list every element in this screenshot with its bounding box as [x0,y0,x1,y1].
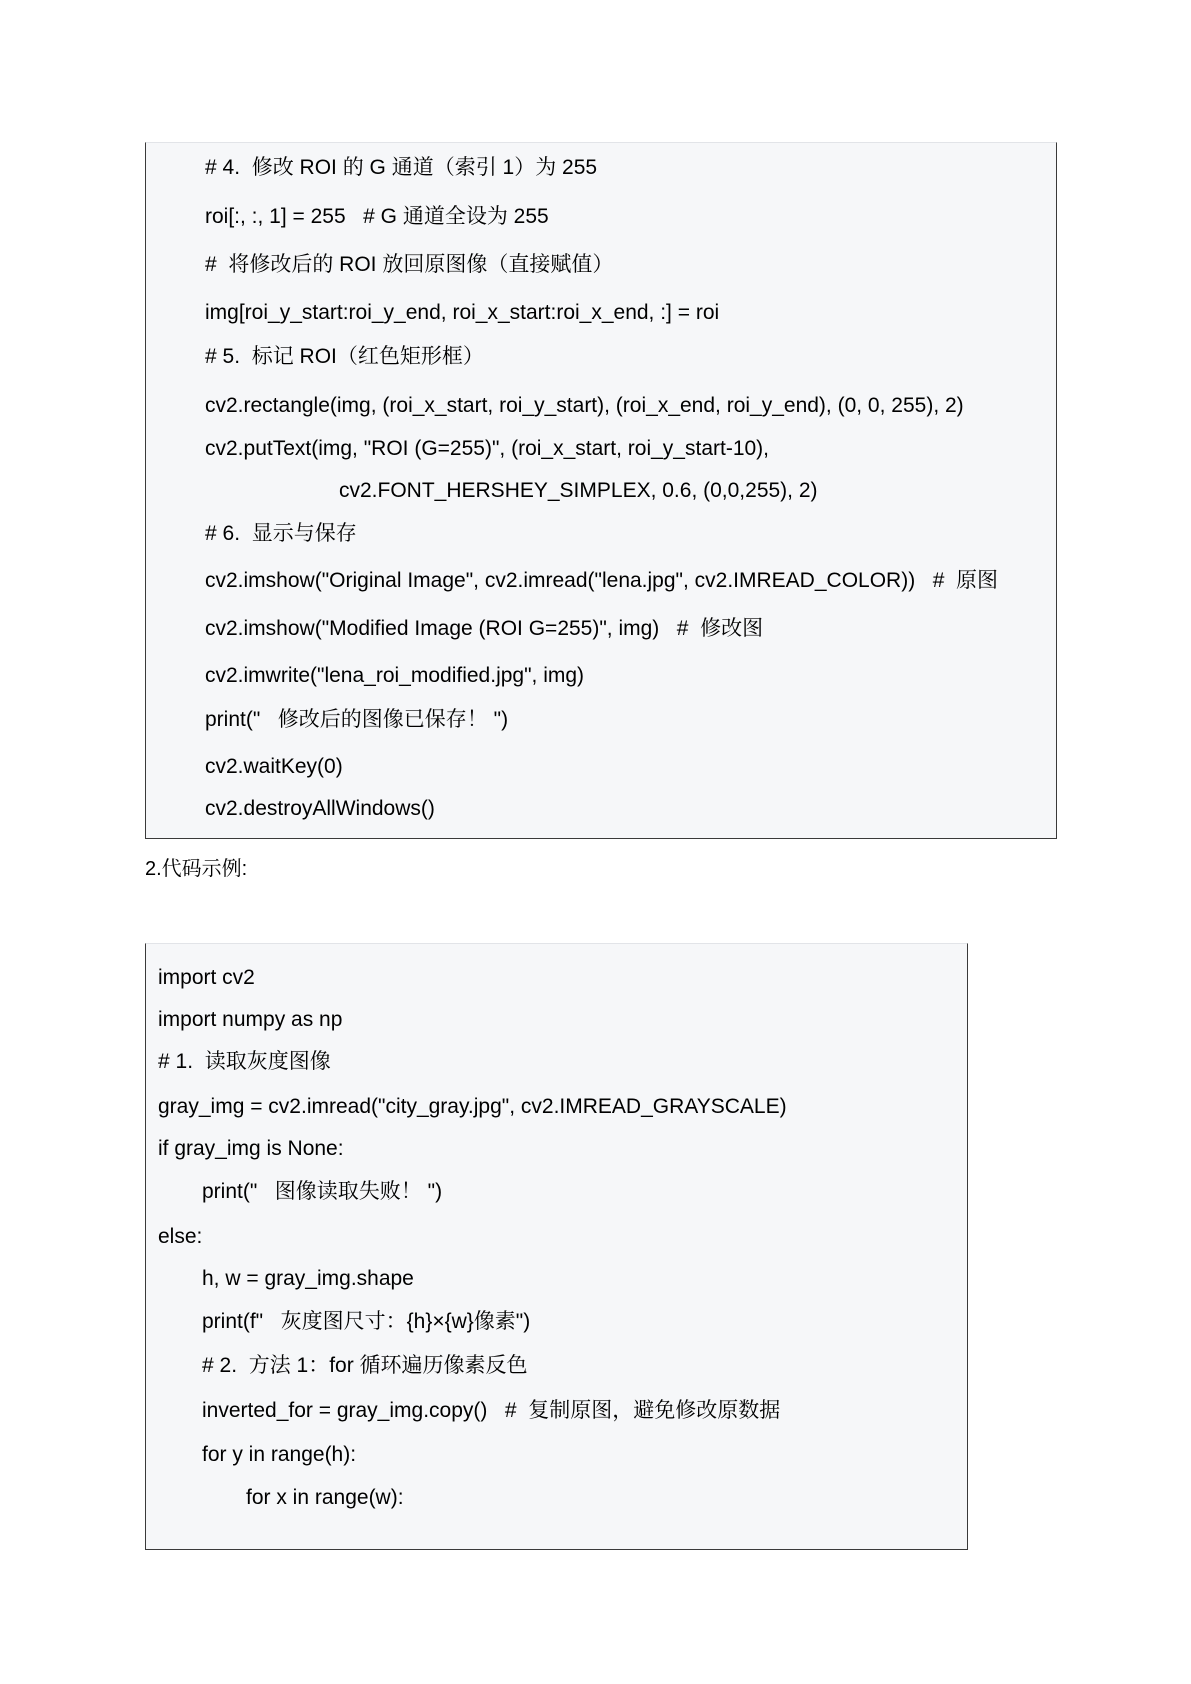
code-line: cv2.imwrite("lena_roi_modified.jpg", img) [205,664,585,687]
code-line: cv2.imshow("Modified Image (ROI G=255)", img) # 修改图 [205,617,764,640]
code-line: # 2. 方法 1：for 循环遍历像素反色 [202,1354,528,1377]
code-line: cv2.rectangle(img, (roi_x_start, roi_y_start), (roi_x_end, roi_y_end), (0, 0, 255), 2) [205,394,964,417]
code-line: inverted_for = gray_img.copy() # 复制原图，避免修改原数据 [202,1399,781,1422]
section-caption: 2.代码示例: [145,858,248,880]
code-line: print(" 修改后的图像已保存！ ") [205,708,509,731]
code-line: for y in range(h): [202,1443,357,1466]
code-block-2 [145,943,968,1550]
code-line: # 1. 读取灰度图像 [158,1050,331,1073]
code-line: cv2.putText(img, "ROI (G=255)", (roi_x_start, roi_y_start-10), [205,437,770,460]
code-line: cv2.imshow("Original Image", cv2.imread("lena.jpg", cv2.IMREAD_COLOR)) # 原图 [205,569,999,592]
code-line: gray_img = cv2.imread("city_gray.jpg", cv2.IMREAD_GRAYSCALE) [158,1095,787,1118]
code-line: import cv2 [158,966,255,989]
code-line: cv2.waitKey(0) [205,755,343,778]
code-line: cv2.destroyAllWindows() [205,797,435,820]
code-block-1 [145,142,1057,839]
code-line: img[roi_y_start:roi_y_end, roi_x_start:roi_x_end, :] = roi [205,301,720,324]
code-line: h, w = gray_img.shape [202,1267,414,1290]
code-line: for x in range(w): [246,1486,404,1509]
code-line: # 将修改后的 ROI 放回原图像（直接赋值） [205,253,614,276]
code-line: else: [158,1225,203,1248]
code-line: # 4. 修改 ROI 的 G 通道（索引 1）为 255 [205,156,598,179]
code-line: import numpy as np [158,1008,343,1031]
code-line: roi[:, :, 1] = 255 # G 通道全设为 255 [205,205,549,228]
code-line: print(f" 灰度图尺寸：{h}×{w}像素") [202,1310,531,1333]
code-line: # 5. 标记 ROI（红色矩形框） [205,345,484,368]
code-line: # 6. 显示与保存 [205,522,357,545]
code-line: if gray_img is None: [158,1137,344,1160]
code-line: print(" 图像读取失败！ ") [202,1180,443,1203]
code-line: cv2.FONT_HERSHEY_SIMPLEX, 0.6, (0,0,255), 2) [339,479,818,502]
